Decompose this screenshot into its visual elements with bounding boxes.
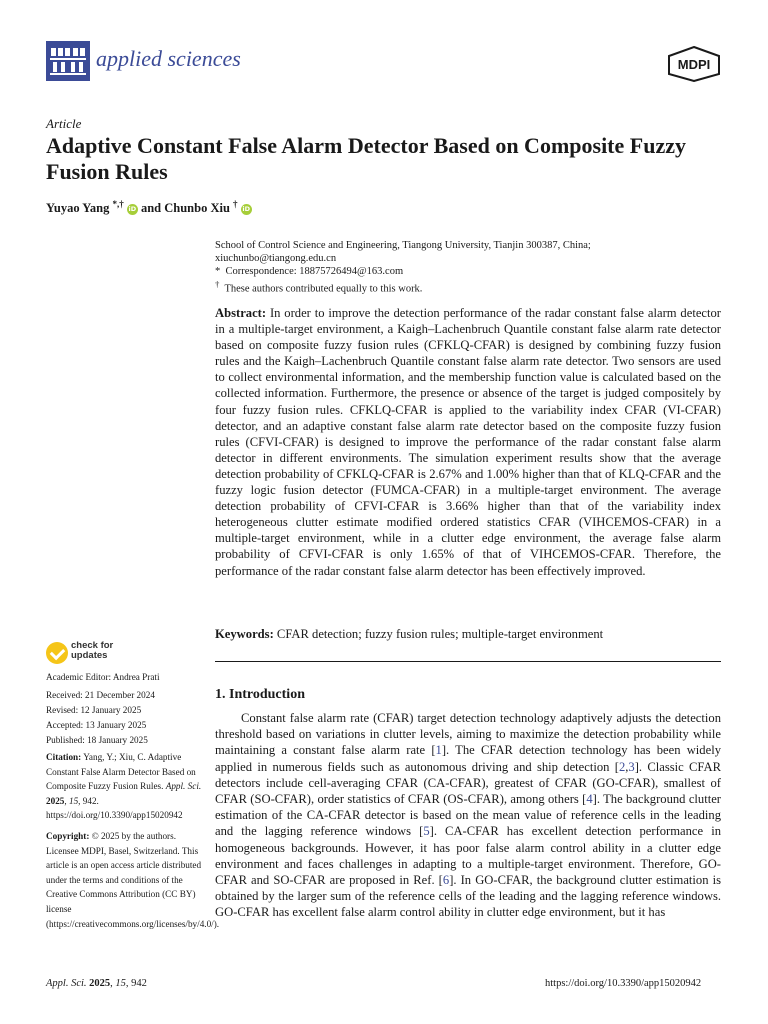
citation-text: Yang, Y.; Xiu, C. Adaptive Constant False Alarm Detector Based on Composite Fuzzy Fusion Rules. (46, 752, 196, 792)
copyright-label: Copyright: (46, 831, 90, 841)
section-divider (215, 661, 721, 662)
equal-text: These authors contributed equally to this work. (224, 283, 423, 295)
footer-volume: 15 (115, 978, 126, 989)
orcid-icon[interactable]: iD (128, 205, 137, 214)
correspondence-mark: * (215, 266, 221, 277)
orcid-icon[interactable]: iD (242, 205, 250, 214)
correspondence-text: Correspondence: 18875726494@163.com (225, 266, 404, 277)
reference-link[interactable]: 3 (628, 759, 635, 774)
intro-text-part: ]. Classic CFAR detectors include cell-averaging CFAR (CA-CFAR), greatest of CFAR (GO-CFAR), smallest of CFAR (SO-CFAR), order statistics of CFAR (OS-CFAR), among others [ (215, 759, 721, 807)
citation-label: Citation: (46, 752, 82, 762)
journal-name: applied sciences (96, 46, 241, 71)
footer-journal: Appl. Sci. (46, 978, 87, 989)
accepted-date: Accepted: 13 January 2025 (46, 720, 147, 730)
intro-text-part: , (625, 759, 629, 774)
copyright-block (46, 829, 220, 931)
published-date: Published: 18 January 2025 (46, 735, 148, 745)
intro-text-part: Constant false alarm rate (CFAR) target detection technology adaptively adjusts the detection threshold based on variations in clutter levels, aiming to maximize the detection probability while maintaining a constant false alarm rate [ (215, 711, 721, 758)
footer-doi-link[interactable]: https://doi.org/10.3390/app15020942 (545, 978, 702, 989)
affiliation-email[interactable]: xiuchunbo@tiangong.edu.cn (215, 253, 337, 264)
section-heading: 1. Introduction (215, 687, 305, 702)
correspondence-note (215, 265, 403, 278)
citation-block: Citation: Yang, Y.; Xiu, C. Adaptive Constant False Alarm Detector Based on Composite Fuzzy Fusion Rules. Appl. Sci. 2025, 15, 942. https://doi.org/10.3390/app15020942 (46, 752, 202, 821)
author-marks: *,† (112, 199, 124, 209)
mdpi-logo-icon (666, 46, 722, 82)
reference-link[interactable]: 2 (618, 759, 626, 774)
citation-doi[interactable]: , 942. https://doi.org/10.3390/app15020942 (46, 795, 183, 821)
equal-contribution-note (215, 278, 422, 296)
reference-link[interactable]: 6 (442, 873, 450, 888)
author-list (46, 199, 252, 216)
affiliation-line: School of Control Science and Engineering, Tiangong University, Tianjin 300387, China; (215, 240, 591, 251)
footer-page: , 942 (125, 978, 147, 989)
mdpi-logo-text: MDPI (677, 57, 711, 72)
footer-citation: Appl. Sci. 2025, 15, 942 (46, 978, 147, 989)
keywords-text: CFAR detection; fuzzy fusion rules; multiple-target environment (276, 627, 604, 641)
keywords-label: Keywords: (215, 627, 274, 641)
reference-link[interactable]: 5 (423, 824, 430, 839)
introduction-text (215, 710, 721, 921)
checkmark-icon (46, 642, 68, 664)
abstract-text: In order to improve the detection performance of the radar constant false alarm detector in a multiple-target environment, a Kaigh–Lachenbruch Quantile constant false alarm rate detector based on composite fuzzy fusion rules (CFKLQ-CFAR) is designed by combining fuzzy fusion rules and the Kaigh–Lachenbruch Quantile constant false alarm rate detector. Two sensors are used to collect environmental information, and the membership function value is calculated based on the collected information. Furthermore, the presence or absence of the target is judged compositely by four fuzzy fusion rules. CFKLQ-CFAR is applied to the variability index CFAR (VI-CFAR) detector, and an adaptive constant false alarm rate detector based on the composite fuzzy fusion rules (CFVI-CFAR) is designed to improve the performance of the radar constant false alarm detector in different environments. The simulation experiment results show that the average detection probability of CFKLQ-CFAR is 2.67% and 1.00% higher than that of KLQ-CFAR and the fuzzy logic fusion detector (FUMCA-CFAR) in a multiple-target environment. The average detection probability of CFVI-CFAR is 3.66% higher than that of the variability index heterogeneous clutter estimate modified ordered statistics CFAR (VIHCEMOS-CFAR) in a multiple-target environment, while in a clutter edge environment, the average false alarm probability of CFVI-CFAR is only 1.65% of that of VIHCEMOS-CFAR. Therefore, the performance of the radar constant false alarm detector has been effectively improved. (215, 306, 721, 578)
intro-text-part: ]. The background clutter estimation of the CA-CFAR detector is based on the mean value of reference cells in the leading and the lagging reference windows [ (215, 792, 721, 839)
journal-logo-icon (46, 41, 90, 81)
author-connector: and (140, 201, 162, 216)
reference-link[interactable]: 4 (586, 792, 593, 807)
abstract (215, 305, 721, 579)
equal-mark: † (215, 279, 220, 289)
author-name[interactable]: Yuyao Yang (46, 201, 110, 216)
intro-text-part: ]. In GO-CFAR, the background clutter estimation is obtained by the larger sum of the reference cells of the leading and the lagging reference windows. GO-CFAR has excellent false alarm control ability in clutter edge environment, but it has (215, 873, 721, 920)
keywords (215, 626, 721, 642)
article-type: Article (46, 116, 82, 131)
author-name[interactable]: Chunbo Xiu (164, 201, 230, 216)
received-date: Received: 21 December 2024 (46, 690, 155, 700)
article-title: Adaptive Constant False Alarm Detector Based on Composite Fuzzy Fusion Rules (46, 133, 686, 184)
citation-volume: 15 (68, 795, 79, 806)
check-for-updates-button[interactable] (46, 640, 136, 668)
check-updates-label: check for updates (71, 640, 114, 661)
abstract-label: Abstract: (215, 306, 267, 320)
academic-editor: Academic Editor: Andrea Prati (46, 672, 160, 682)
intro-text-part: ]. CA-CFAR has excellent detection performance in homogeneous backgrounds. However, it has poor false alarm control ability in a clutter edge environment and faces challenges in adapting to a multiple-target environment. Therefore, GO-CFAR and SO-CFAR are proposed in Ref. [ (215, 824, 722, 888)
author-marks: † (233, 199, 238, 209)
footer-year: 2025 (89, 978, 111, 989)
reference-link[interactable]: 1 (435, 743, 442, 758)
copyright-text: © 2025 by the authors. Licensee MDPI, Basel, Switzerland. This article is an open access article distributed under the terms and conditions of the Creative Commons Attribution (CC BY) license (https://creativecommons.org/licenses/by/4.0/). (46, 831, 220, 929)
citation-year: 2025 (46, 795, 65, 806)
citation-journal: Appl. Sci. (165, 781, 202, 792)
revised-date: Revised: 12 January 2025 (46, 705, 142, 715)
intro-text-part: ]. The CFAR detection technology has been widely applied in numerous fields such as autonomous driving and ship detection [ (215, 743, 721, 774)
